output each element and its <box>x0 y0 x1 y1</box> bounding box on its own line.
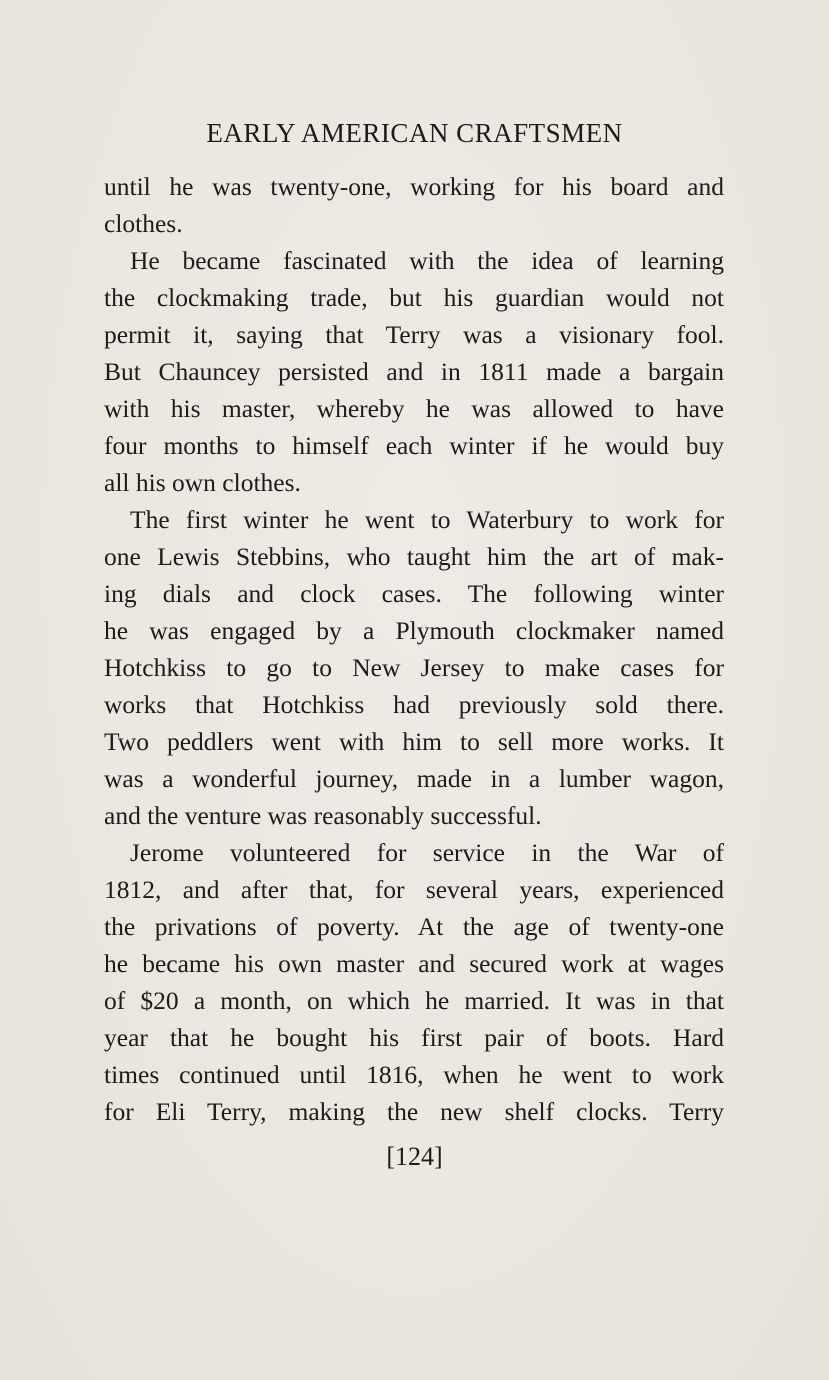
text-line: and the venture was reasonably successful. <box>104 801 542 830</box>
text-line: permit it, saying that Terry was a visionary fool. <box>104 320 724 349</box>
text-line: 1812, and after that, for several years, experienced <box>104 875 724 904</box>
text-line: He became fascinated with the idea of learning <box>130 246 724 275</box>
text-line: the privations of poverty. At the age of twenty-one <box>104 912 724 941</box>
text-line: for Eli Terry, making the new shelf clocks. Terry <box>104 1097 724 1126</box>
body-text <box>104 168 724 1130</box>
text-line: all his own clothes. <box>104 468 301 497</box>
text-line: he was engaged by a Plymouth clockmaker named <box>104 616 724 645</box>
text-line: Jerome volunteered for service in the War of <box>130 838 724 867</box>
text-line: year that he bought his first pair of boots. Hard <box>104 1023 724 1052</box>
text-line: works that Hotchkiss had previously sold there. <box>104 690 724 719</box>
text-line: But Chauncey persisted and in 1811 made a bargain <box>104 357 724 386</box>
text-line: one Lewis Stebbins, who taught him the art of mak- <box>104 542 724 571</box>
text-line: times continued until 1816, when he went to work <box>104 1060 724 1089</box>
page-number: [124] <box>386 1142 443 1171</box>
text-line: ing dials and clock cases. The following winter <box>104 579 724 608</box>
text-line: until he was twenty-one, working for his board and <box>104 172 724 201</box>
text-line: clothes. <box>104 209 183 238</box>
text-line: four months to himself each winter if he would buy <box>104 431 724 460</box>
running-head: EARLY AMERICAN CRAFTSMEN <box>206 118 623 148</box>
text-line: was a wonderful journey, made in a lumber wagon, <box>104 764 724 793</box>
text-line: The first winter he went to Waterbury to work for <box>130 505 724 534</box>
text-line: with his master, whereby he was allowed to have <box>104 394 724 423</box>
text-line: of $20 a month, on which he married. It was in that <box>104 986 724 1015</box>
text-line: the clockmaking trade, but his guardian would not <box>104 283 724 312</box>
text-line: Hotchkiss to go to New Jersey to make cases for <box>104 653 724 682</box>
text-line: he became his own master and secured work at wages <box>104 949 724 978</box>
text-line: Two peddlers went with him to sell more works. It <box>104 727 724 756</box>
